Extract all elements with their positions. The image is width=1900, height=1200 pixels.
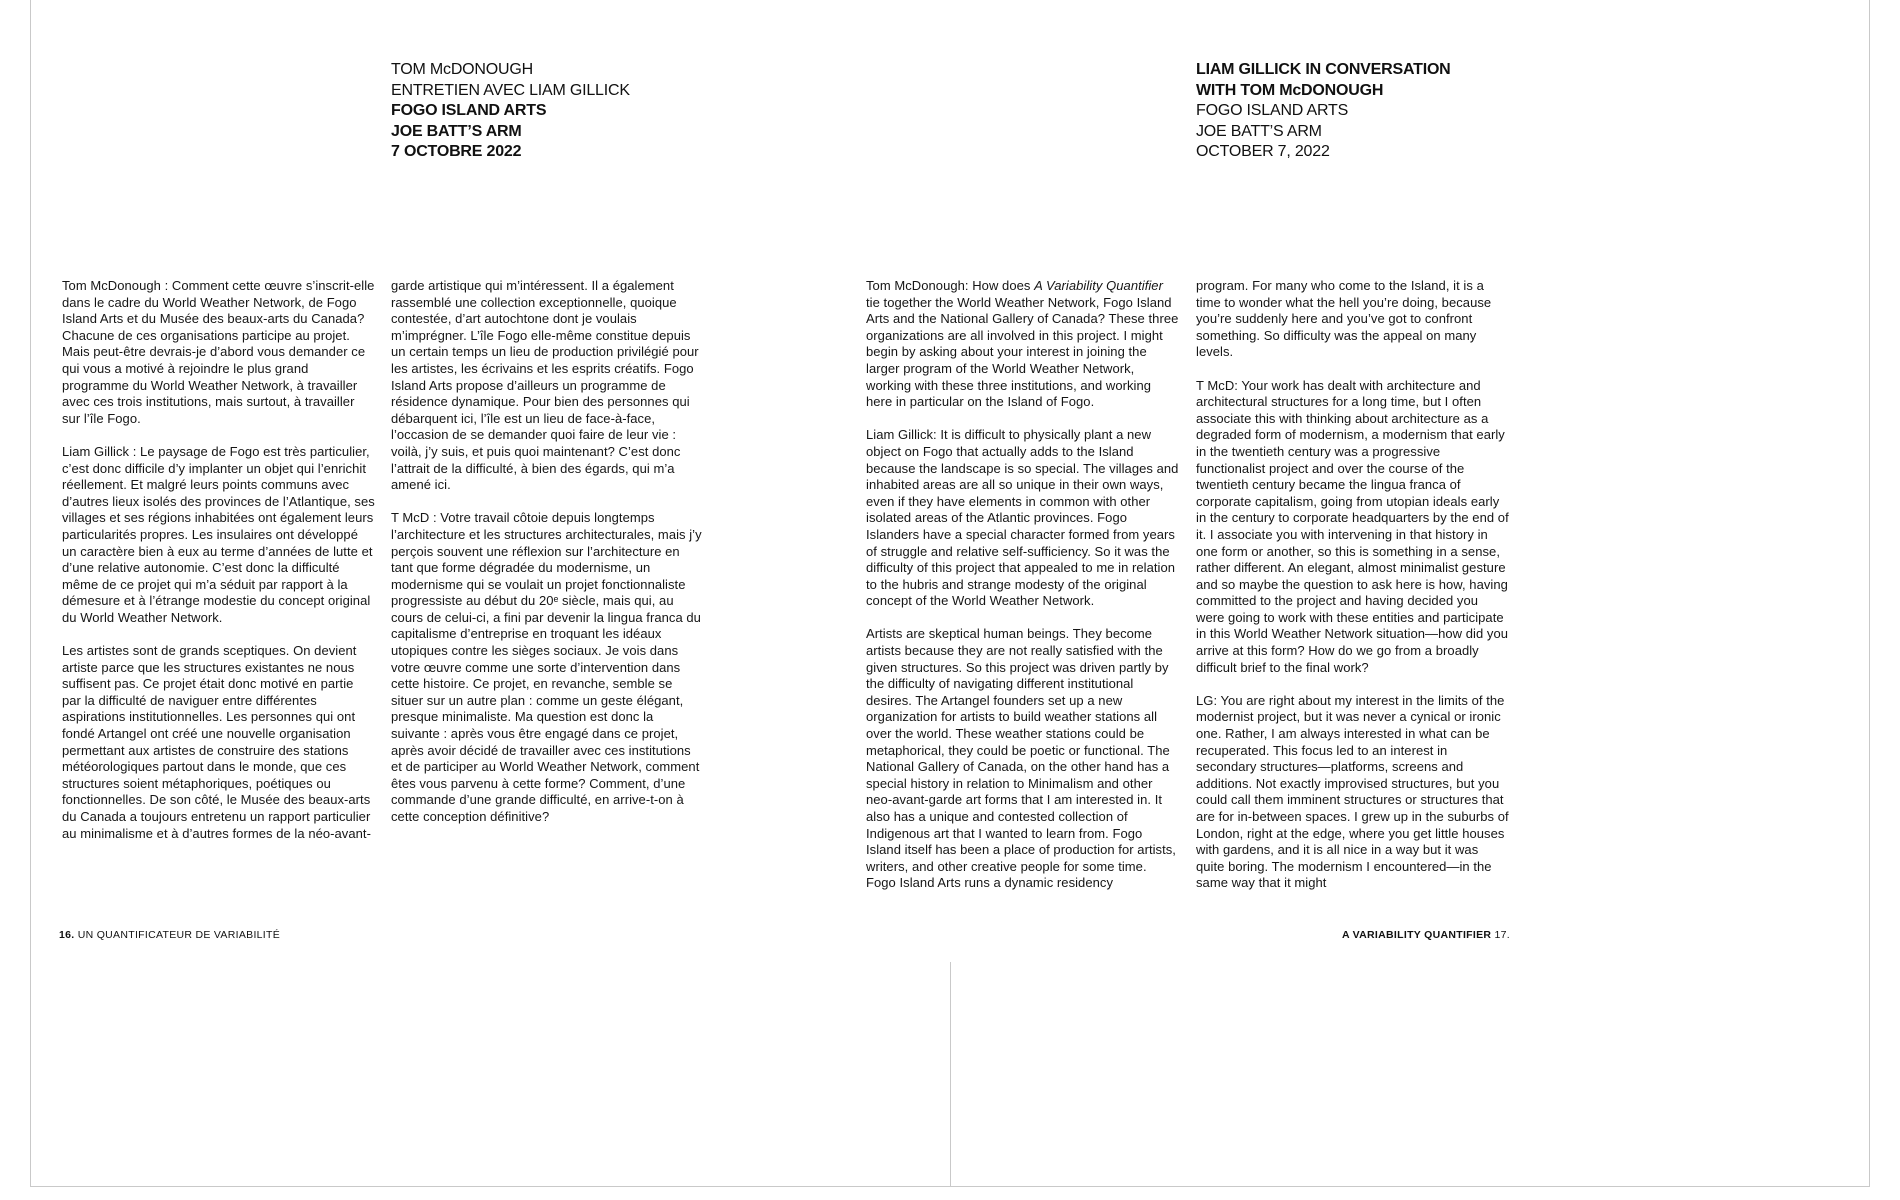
header-title-line1: LIAM GILLICK IN CONVERSATION <box>1196 61 1451 78</box>
page-bottom-edge-line <box>30 1186 1870 1187</box>
header-place: JOE BATT’S ARM <box>1196 122 1322 140</box>
paragraph: program. For many who come to the Island, it is a time to wonder what the hell you’re doing, because you’re suddenly here and you’ve got to confront something. So difficulty was the appeal on many levels. <box>1196 278 1492 360</box>
header-author: TOM McDONOUGH <box>391 61 533 78</box>
paragraph: Liam Gillick: It is difficult to physically plant a new object on Fogo that actually adds to the Island because the landscape is so special. The villages and inhabited areas are all so unique in their own ways, even if they have elements in common with other isolated areas of the Atlantic provinces. Fogo Islanders have a special character formed from years of struggle and relative self-sufficiency. So it was the difficulty of this project that appealed to me in relation to the hubris and strange modesty of the original concept of the World Weather Network. <box>866 427 1179 609</box>
english-text-column-2 <box>1196 278 1510 892</box>
header-venue: FOGO ISLAND ARTS <box>391 102 547 120</box>
running-title-french: UN QUANTIFICATEUR DE VARIABILITÉ <box>74 929 281 941</box>
paragraph: T McD: Your work has dealt with architecture and architectural structures for a long time, but I often associate this with thinking about architecture as a degraded form of modernism, a modernism that early in the twentieth century was a progressive functionalist project and over the course of the twentieth century became the lingua franca of corporate capitalism, going from utopian ideals early in the century to corporate headquarters by the end of it. I associate you with intervening in that history in one form or another, so this is something in a sense, rather different. An elegant, almost minimalist gesture and so maybe the question to ask here is how, having committed to the project and having decided you were going to work with these entities and participate in this World Weather Network situation—how did you arrive at this form? How do we go from a broadly difficult brief to the final work? <box>1196 377 1509 675</box>
english-text-column-1 <box>866 278 1179 892</box>
french-text-column-1 <box>62 278 375 842</box>
paragraph: Tom McDonough : Comment cette œuvre s’inscrit-elle dans le cadre du World Weather Network, de Fogo Island Arts et du Musée des beaux-arts du Canada? Chacune de ces organisations participe au projet. Mais peut-être devrais-je d’abord vous demander ce qui vous a motivé à rejoindre le plus grand programme du World Weather Network, à travailler avec ces trois institutions, mais surtout, à travailler sur l’île Fogo. <box>62 278 375 426</box>
page-number-right: 17. <box>1491 929 1510 941</box>
header-venue: FOGO ISLAND ARTS <box>1196 102 1349 120</box>
paragraph: Tom McDonough: How does A Variability Quantifier tie together the World Weather Network, Fogo Island Arts and the National Gallery of Canada? These three organizations are all involved in this project. I might begin by asking about your interest in joining the larger program of the World Weather Network, working with these three institutions, and working here in particular on the Island of Fogo. <box>866 278 1179 410</box>
french-page-header <box>391 60 630 163</box>
paragraph: garde artistique qui m’intéressent. Il a également rassemblé une collection exceptionnelle, quoique contestée, d’art autochtone dont je voulais m’imprégner. L’île Fogo elle-même constitue depuis un certain temps un lieu de production privilégié pour les artistes, les écrivains et les esprits créatifs. Fogo Island Arts propose d’ailleurs un programme de résidence dynamique. Pour bien des personnes qui débarquent ici, l’île est un lieu de face-à-face, l’occasion de se demander quoi faire de leur vie : voilà, j’y suis, et puis quoi maintenant? C’est donc l’attrait de la difficulté, à bien des égards, qui m’a amené ici. <box>391 278 699 493</box>
paragraph: LG: You are right about my interest in the limits of the modernist project, but it was never a cynical or ironic one. Rather, I am always interested in what can be recuperated. This focus led to an interest in secondary structures—platforms, screens and additions. Not exactly improvised structures, but you could call them imminent structures or structures that are for in-between spaces. I grew up in the suburbs of London, right at the edge, where you get little houses with gardens, and it is all nice in a way but it was quite boring. The modernism I encountered—in the same way that it might <box>1196 692 1509 891</box>
paragraph: Les artistes sont de grands sceptiques. On devient artiste parce que les structures existantes ne nous suffisent pas. Ce projet était donc motivé en partie par la difficulté de naviguer entre différentes aspirations institutionnelles. Les personnes qui ont fondé Artangel ont créé une nouvelle organisation permettant aux artistes de construire des stations météorologiques partout dans le monde, que ces structures soient métaphoriques, poétiques ou fonctionnelles. De son côté, le Musée des beaux-arts du Canada a toujours entretenu un rapport particulier au minimalisme et à d’autres formes de la néo-avant- <box>62 643 371 841</box>
page-right-edge-line <box>1869 0 1870 1187</box>
page-number-left: 16. <box>59 929 75 941</box>
header-date: OCTOBER 7, 2022 <box>1196 143 1330 161</box>
french-text-column-2 <box>391 278 705 826</box>
header-title-line2: WITH TOM McDONOUGH <box>1196 81 1384 99</box>
header-place: JOE BATT’S ARM <box>391 122 522 140</box>
paragraph: Liam Gillick : Le paysage de Fogo est très particulier, c’est donc difficile d’y implanter un objet qui l’enrichit réellement. Et malgré leurs points communs avec d’autres lieux isolés des provinces de l’Atlantique, ses villages et ses régions inhabitées ont également leurs particularités propres. Les insulaires ont développé un caractère bien à eux au terme d’années de lutte et d’une relative autonomie. C’est donc la difficulté même de ce projet qui m’a séduit par rapport à la démesure et à l’étrange modestie du concept original du World Weather Network. <box>62 443 375 625</box>
english-page-header <box>1196 60 1451 163</box>
english-page-footer <box>1196 929 1510 941</box>
paragraph: Artists are skeptical human beings. They become artists because they are not really satisfied with the given structures. So this project was driven partly by the difficulty of navigating different institutional desires. The Artangel founders set up a new organization for artists to build weather stations all over the world. These weather stations could be metaphorical, they could be poetic or functional. The National Gallery of Canada, on the other hand has a special history in relation to Minimalism and other neo-avant-garde art forms that I am interested in. It also has a unique and contested collection of Indigenous art that I wanted to learn from. Fogo Island itself has been a place of production for artists, writers, and other creative people for some time. Fogo Island Arts runs a dynamic residency <box>866 626 1176 891</box>
header-date: 7 OCTOBRE 2022 <box>391 143 522 161</box>
french-page-footer <box>59 929 280 941</box>
header-subtitle: ENTRETIEN AVEC LIAM GILLICK <box>391 81 630 99</box>
page-left-edge-line <box>30 0 31 1187</box>
paragraph: T McD : Votre travail côtoie depuis longtemps l’architecture et les structures architecturales, mais j’y perçois souvent une réflexion sur l’architecture en tant que forme dégradée du modernisme, un modernisme qui se voulait un projet fonctionnaliste progressiste au début du 20ᵉ siècle, mais qui, au cours de celui-ci, a fini par devenir la lingua franca du capitalisme d’entreprise en troquant les idéaux utopiques contre les sièges sociaux. Je vois dans votre œuvre comme une sorte d’intervention dans cette histoire. Ce projet, en revanche, semble se situer sur un autre plan : comme un geste élégant, presque minimaliste. Ma question est donc la suivante : après vous être engagé dans ce projet, après avoir décidé de travailler avec ces institutions et de participer au World Weather Network, comment êtes vous parvenu à cette forme? Comment, d’une commande d’une grande difficulté, en arrive-t-on à cette conception définitive? <box>391 510 702 824</box>
running-title-english: A VARIABILITY QUANTIFIER <box>1341 929 1492 941</box>
page-gutter-line <box>950 962 951 1186</box>
